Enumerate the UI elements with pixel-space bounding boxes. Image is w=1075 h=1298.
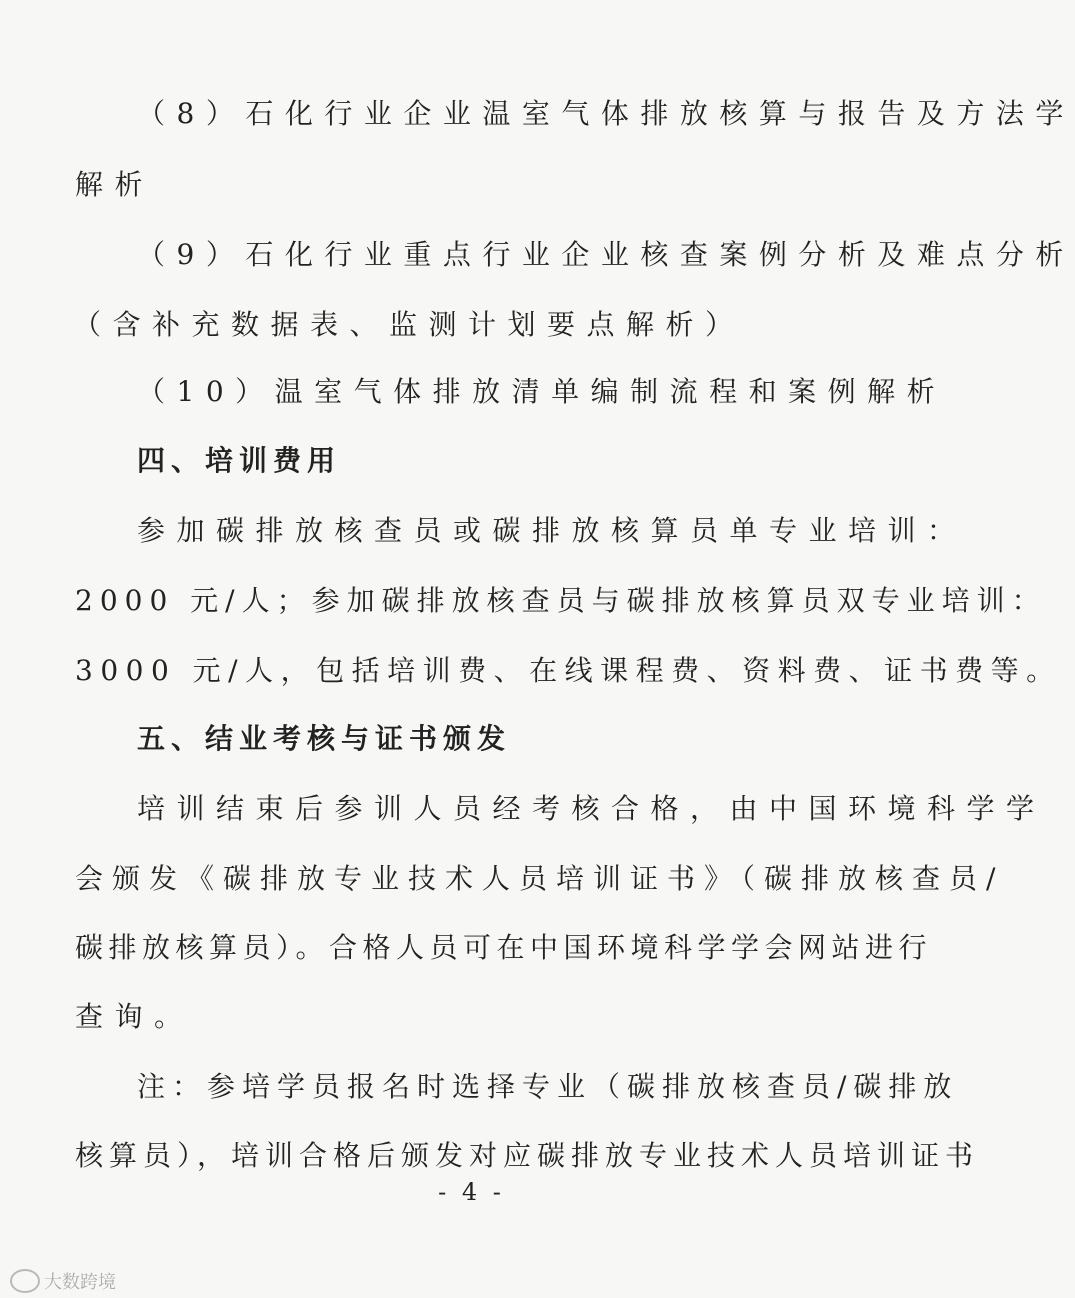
page-number: - 4 - (438, 1178, 505, 1206)
cert-paragraph-line-1: 培训结束后参训人员经考核合格，由中国环境科学学 (137, 792, 1046, 825)
cert-paragraph-line-2: 会颁发《碳排放专业技术人员培训证书》（碳排放核查员/ (75, 862, 1005, 895)
watermark-logo-icon (10, 1269, 40, 1293)
list-item-8-cont: 解析 (75, 168, 155, 201)
fees-paragraph-line-2: 2000 元/人；参加碳排放核查员与碳排放核算员双专业培训： (75, 584, 1047, 617)
cert-paragraph-line-4: 查询。 (75, 1000, 194, 1033)
note-line-1: 注：参培学员报名时选择专业（碳排放核查员/碳排放 (137, 1070, 959, 1103)
list-item-8: （8）石化行业企业温室气体排放核算与报告及方法学 (137, 97, 1075, 130)
list-item-10: （10）温室气体排放清单编制流程和案例解析 (137, 375, 947, 408)
watermark-text: 大数跨境 (44, 1272, 116, 1293)
list-item-9-cont: （含补充数据表、监测计划要点解析） (73, 308, 745, 341)
list-item-9: （9）石化行业重点行业企业核查案例分析及难点分析 (137, 238, 1075, 271)
section-heading-certificate: 五、结业考核与证书颁发 (137, 722, 512, 755)
section-heading-fees: 四、培训费用 (137, 444, 342, 477)
note-line-2: 核算员），培训合格后颁发对应碳排放专业技术人员培训证书 (75, 1139, 980, 1172)
fees-paragraph-line-3: 3000 元/人，包括培训费、在线课程费、资料费、证书费等。 (75, 654, 1062, 687)
fees-paragraph-line-1: 参加碳排放核查员或碳排放核算员单专业培训： (137, 514, 967, 547)
watermark (10, 1268, 116, 1294)
cert-paragraph-line-3: 碳排放核算员）。合格人员可在中国环境科学学会网站进行 (75, 931, 933, 964)
